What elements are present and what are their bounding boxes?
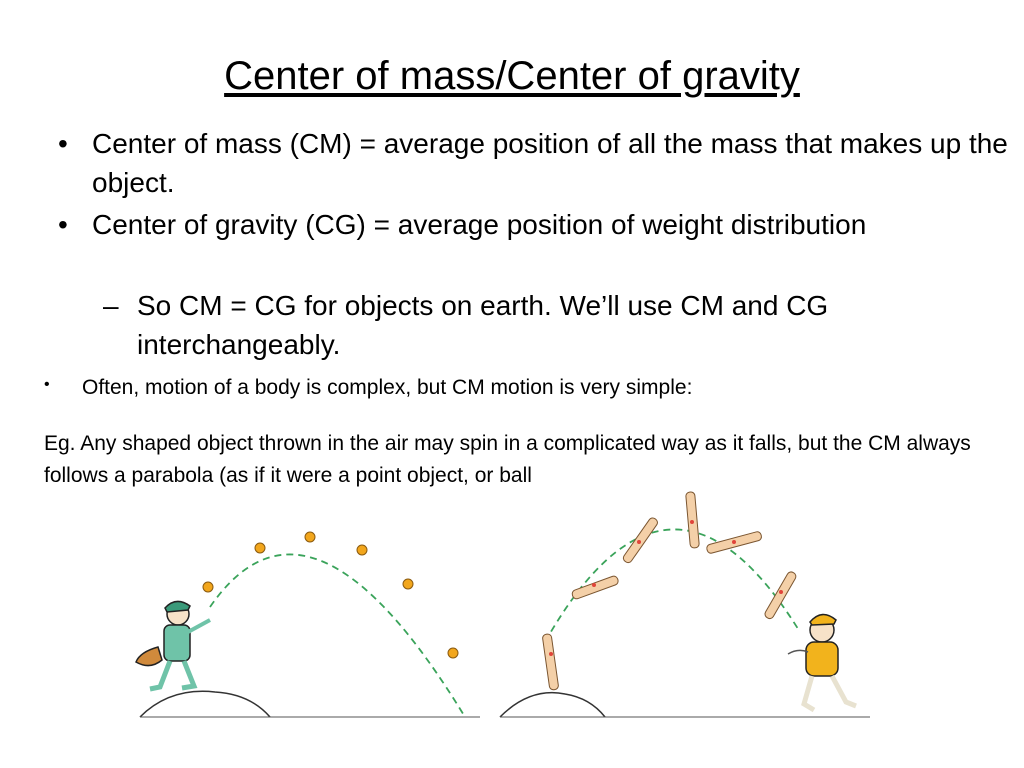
bullet-center-of-gravity: [58, 205, 1012, 244]
batter-figure: [788, 614, 856, 710]
ball-positions: [203, 532, 458, 658]
bullet-text: Center of gravity (CG) = average position of weight distribution: [92, 209, 867, 240]
pitcher-figure: [136, 601, 210, 689]
sub-bullet-cm-equals-cg: [103, 286, 1007, 364]
example-paragraph: Eg. Any shaped object thrown in the air may spin in a complicated way as it falls, but the CM always follows a parabola (as if it were a point object, or ball: [44, 432, 971, 487]
bullet-cm-motion: [44, 376, 693, 400]
bullet-text: Often, motion of a body is complex, but CM motion is very simple:: [82, 376, 693, 399]
dash-marker: –: [103, 290, 119, 321]
sub-bullet-text: So CM = CG for objects on earth. We’ll use CM and CG interchangeably.: [137, 290, 829, 360]
illustration-white-backdrop: [120, 488, 590, 528]
right-ground: [500, 693, 870, 717]
bullet-dot: •: [44, 376, 50, 393]
left-ground: [140, 691, 480, 717]
bullet-dot: •: [58, 209, 68, 240]
slide-title: Center of mass/Center of gravity: [224, 54, 800, 98]
bullet-text: Center of mass (CM) = average position of all the mass that makes up the object.: [92, 128, 1008, 198]
ball-trajectory: [210, 554, 465, 717]
bat-cm-trajectory: [545, 529, 800, 642]
bullet-dot: •: [58, 128, 68, 159]
bullet-center-of-mass: [58, 124, 1012, 202]
